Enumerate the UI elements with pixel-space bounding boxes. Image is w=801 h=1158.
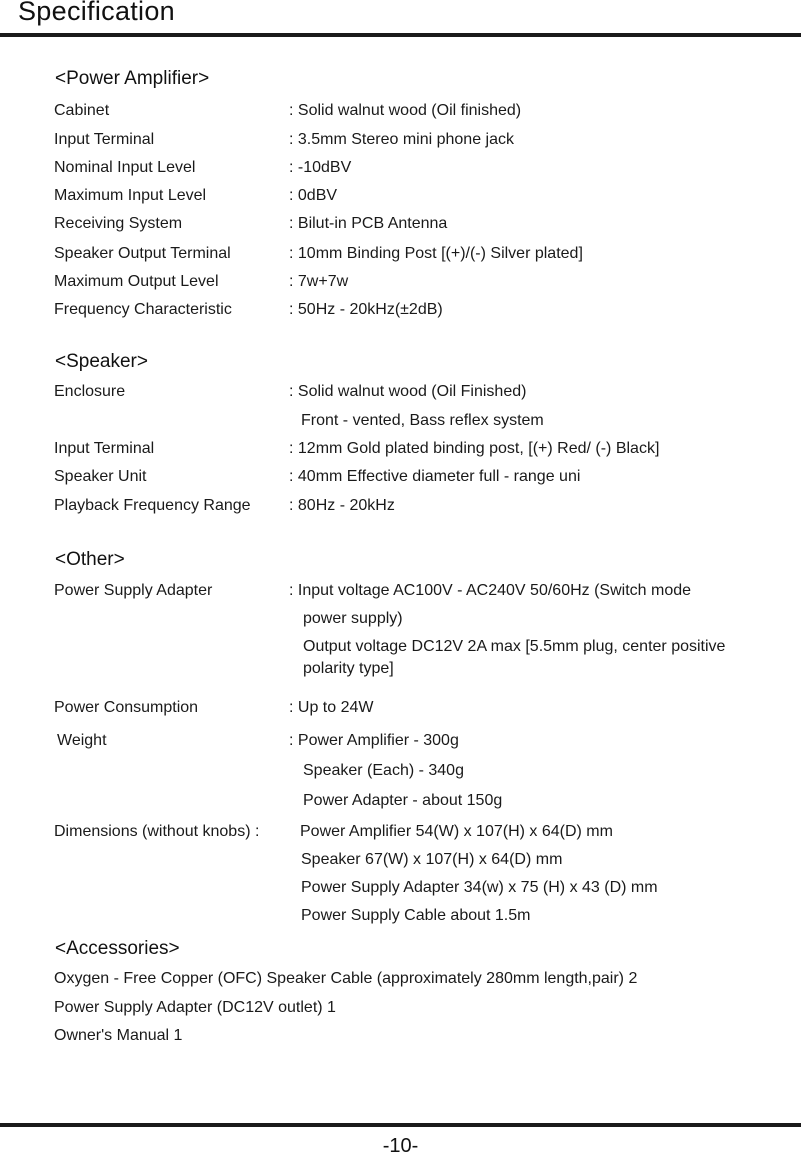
spec-value: : -10dBV bbox=[289, 159, 352, 176]
spec-value: : 3.5mm Stereo mini phone jack bbox=[289, 131, 514, 148]
spec-value-continued: Power Adapter - about 150g bbox=[303, 792, 503, 809]
spec-value-continued: Power Supply Adapter 34(w) x 75 (H) x 43 (D) mm bbox=[301, 879, 658, 896]
header-rule bbox=[0, 33, 801, 37]
spec-value-continued: Speaker (Each) - 340g bbox=[303, 762, 464, 779]
spec-label: Playback Frequency Range bbox=[54, 497, 251, 514]
spec-value: : Bilut-in PCB Antenna bbox=[289, 215, 448, 232]
spec-value-continued: power supply) bbox=[303, 610, 403, 627]
spec-label: Weight bbox=[57, 732, 107, 749]
spec-label: Speaker Unit bbox=[54, 468, 147, 485]
accessory-item: Oxygen - Free Copper (OFC) Speaker Cable (approximately 280mm length,pair) 2 bbox=[54, 970, 638, 987]
section-heading-other: <Other> bbox=[55, 549, 125, 570]
spec-value: Power Amplifier 54(W) x 107(H) x 64(D) mm bbox=[300, 823, 613, 840]
section-heading-speaker: <Speaker> bbox=[55, 351, 148, 372]
spec-value: : Up to 24W bbox=[289, 699, 374, 716]
page-title: Specification bbox=[18, 0, 175, 26]
section-heading-accessories: <Accessories> bbox=[55, 938, 180, 959]
spec-value: : 40mm Effective diameter full - range uni bbox=[289, 468, 581, 485]
spec-label: Speaker Output Terminal bbox=[54, 245, 231, 262]
page-number: -10- bbox=[382, 1135, 419, 1157]
section-heading-power-amplifier: <Power Amplifier> bbox=[55, 68, 210, 89]
spec-value: : Input voltage AC100V - AC240V 50/60Hz (Switch mode bbox=[289, 582, 692, 599]
spec-value-continued: Power Supply Cable about 1.5m bbox=[301, 907, 531, 924]
spec-label: Power Consumption bbox=[54, 699, 199, 716]
footer-rule bbox=[0, 1123, 801, 1127]
spec-value: : 7w+7w bbox=[289, 273, 349, 290]
spec-label: Cabinet bbox=[54, 102, 110, 119]
spec-value: : Solid walnut wood (Oil finished) bbox=[289, 102, 522, 119]
spec-value: : 12mm Gold plated binding post, [(+) Red/ (-) Black] bbox=[289, 440, 660, 457]
spec-label: Nominal Input Level bbox=[54, 159, 196, 176]
spec-value: : 10mm Binding Post [(+)/(-) Silver plated] bbox=[289, 245, 583, 262]
spec-label: Receiving System bbox=[54, 215, 183, 232]
spec-value-continued: Output voltage DC12V 2A max [5.5mm plug, center positive bbox=[303, 638, 726, 655]
spec-label: Enclosure bbox=[54, 383, 126, 400]
spec-label: Power Supply Adapter bbox=[54, 582, 213, 599]
spec-value: : Solid walnut wood (Oil Finished) bbox=[289, 383, 527, 400]
spec-label: Input Terminal bbox=[54, 440, 155, 457]
spec-value-continued: Front - vented, Bass reflex system bbox=[301, 412, 544, 429]
spec-value: : Power Amplifier - 300g bbox=[289, 732, 459, 749]
spec-label: Input Terminal bbox=[54, 131, 155, 148]
spec-value: : 50Hz - 20kHz(±2dB) bbox=[289, 301, 443, 318]
spec-label: Maximum Output Level bbox=[54, 273, 219, 290]
spec-value-continued: Speaker 67(W) x 107(H) x 64(D) mm bbox=[301, 851, 563, 868]
spec-value-continued: polarity type] bbox=[303, 660, 394, 677]
accessory-item: Power Supply Adapter (DC12V outlet) 1 bbox=[54, 999, 336, 1016]
spec-label: Dimensions (without knobs) : bbox=[54, 823, 260, 840]
spec-value: : 0dBV bbox=[289, 187, 338, 204]
spec-label: Maximum Input Level bbox=[54, 187, 207, 204]
accessory-item: Owner's Manual 1 bbox=[54, 1027, 183, 1044]
spec-label: Frequency Characteristic bbox=[54, 301, 232, 318]
spec-value: : 80Hz - 20kHz bbox=[289, 497, 395, 514]
